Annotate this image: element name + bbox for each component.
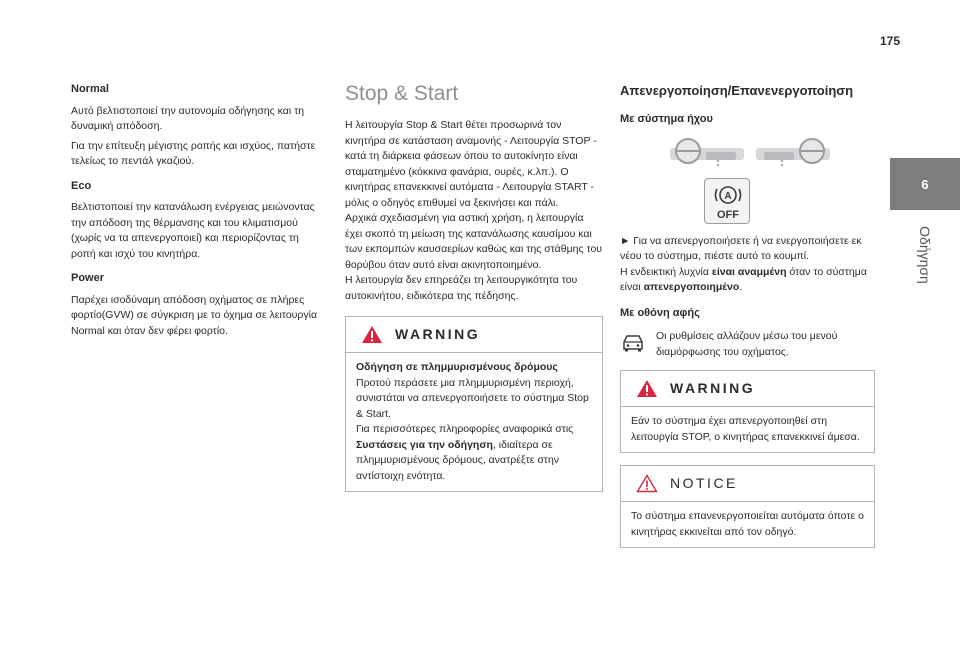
chapter-label-text: Οδήγηση [917, 226, 933, 284]
dashboard-right-icon [754, 136, 832, 170]
dashboard-left-icon [668, 136, 746, 170]
power-text: Παρέχει ισοδύναμη απόδοση οχήματος σε πλήρες φορτίο(GVW) σε σύγκριση με το όχημα σε λειτουργία Normal και όταν δεν φέρει φορτίο. [71, 293, 318, 337]
notice-icon [636, 474, 658, 493]
chapter-label [890, 210, 960, 300]
warning-icon-2 [636, 379, 658, 398]
off-button-face [704, 178, 750, 224]
chapter-tab: 6 [890, 158, 960, 210]
warning-heading: Οδήγηση σε πλημμυρισμένους δρόμους [356, 361, 558, 373]
touch-screen-text: Οι ρυθμίσεις αλλάζουν μέσω του μενού διαμόρφωσης του οχήματος. [656, 330, 838, 358]
warning-text-2 [356, 422, 592, 484]
column-modes [71, 82, 326, 343]
warning-text-1: Προτού περάσετε μια πλημμυρισμένη περιοχή, συνιστάται να απενεργοποιήσετε το σύστημα Stop & Start. [356, 376, 589, 420]
column-deactivation [620, 82, 875, 548]
notice-header [621, 466, 874, 502]
sound-system-text: ► Για να απενεργοποιήσετε ή να ενεργοποιήσετε εκ νέου το σύστημα, πιέστε αυτό το κουμπί. [620, 234, 862, 262]
normal-text-1: Αυτό βελτιστοποιεί την αυτονομία οδήγησης και τη δυναμική απόδοση. [71, 104, 305, 132]
lamp-text-post: . [739, 281, 743, 293]
normal-text-2: Για την επίτευξη μέγιστης ροπής και ισχύος, πατήστε τελείως το πεντάλ γκαζιού. [71, 139, 316, 167]
notice-box [620, 465, 875, 548]
warning-label-2: WARNING [670, 379, 756, 396]
warning-header-2 [621, 371, 874, 407]
warning-icon [361, 325, 383, 344]
stop-start-title: Stop & Start [345, 82, 459, 105]
warning-body [346, 353, 602, 491]
lamp-text [620, 265, 875, 296]
stop-start-off-button[interactable] [704, 178, 875, 224]
vehicle-settings-icon [620, 333, 646, 353]
warning-box-stop [620, 370, 875, 453]
touch-screen-heading: Με οθόνη αφής [620, 306, 700, 319]
auto-stop-icon [705, 181, 751, 211]
off-label: OFF [717, 208, 739, 221]
lamp-text-bold-2: απενεργοποιημένο [643, 281, 740, 293]
stop-start-text-2: Αρχικά σχεδιασμένη για αστική χρήση, η λειτουργία έχει σκοπό τη μείωση της κατανάλωσης καυσίμου και των εκπομπών καυσαερίων καθώς και της στάθμης του θορύβου όταν αυτό είναι ακινητοποιημένο. [345, 212, 603, 271]
warning-text-2-pre: Για περισσότερες πληροφορίες αναφορικά στις [356, 423, 574, 435]
warning-label: WARNING [395, 325, 481, 342]
stop-start-text-3: Η λειτουργία δεν επηρεάζει τη λειτουργικότητα του αυτοκινήτου, ειδικότερα της πέδησης. [345, 274, 578, 302]
warning-text-2-post: , ιδιαίτερα σε πλημμυρισμένους δρόμους, ανατρέξτε στην αντίστοιχη ενότητα. [356, 438, 560, 482]
dashboard-icons [668, 136, 875, 170]
lamp-text-mid: όταν το σύστημα είναι [620, 265, 867, 293]
power-heading: Power [71, 272, 105, 284]
deactivation-title: Απενεργοποίηση/Επανενεργοποίηση [620, 83, 854, 98]
column-stop-start [345, 82, 603, 492]
warning-body-2: Εάν το σύστημα έχει απενεργοποιηθεί στη λειτουργία STOP, ο κινητήρας επανεκκινεί άμεσα. [631, 415, 860, 443]
eco-text: Βελτιστοποιεί την κατανάλωση ενέργειας μειώνοντας την απόδοση της θέρμανσης και του κλιματισμού (χωρίς να τα απενεργοποιεί) και περιορίζοντας τη ροπή και ισχύ του κινητήρα. [71, 201, 315, 260]
sound-system-heading: Με σύστημα ήχου [620, 113, 713, 125]
notice-body: Το σύστημα επανενεργοποιείται αυτόματα όποτε ο κινητήρας εκκινείται από τον οδηγό. [631, 510, 864, 538]
warning-header [346, 317, 602, 353]
touch-screen-row [620, 329, 875, 360]
eco-heading: Eco [71, 179, 92, 192]
notice-label: NOTICE [670, 474, 738, 491]
lamp-text-pre: Η ενδεικτική λυχνία [620, 265, 712, 278]
page-number: 175 [880, 34, 901, 48]
warning-text-2-bold: Συστάσεις για την οδήγηση [356, 438, 493, 451]
stop-start-text-1: Η λειτουργία Stop & Start θέτει προσωρινά τον κινητήρα σε κατάσταση αναμονής - Λειτουργία STOP - κατά τη διάρκεια φάσεων όπου το αυτοκίνητο είναι σταματημένο (κόκκινα φανάρια, ουρές, κ.λπ.). Ο κινητήρας επανεκκινεί αυτόματα - Λειτουργία START - μόλις ο οδηγός επιθυμεί να ξεκινήσει και πάλι. [345, 119, 597, 209]
lamp-text-bold-1: είναι αναμμένη [711, 265, 787, 278]
warning-box-flooded [345, 316, 603, 492]
auto-stop-letter: A [724, 190, 732, 202]
normal-heading: Normal [71, 83, 109, 95]
